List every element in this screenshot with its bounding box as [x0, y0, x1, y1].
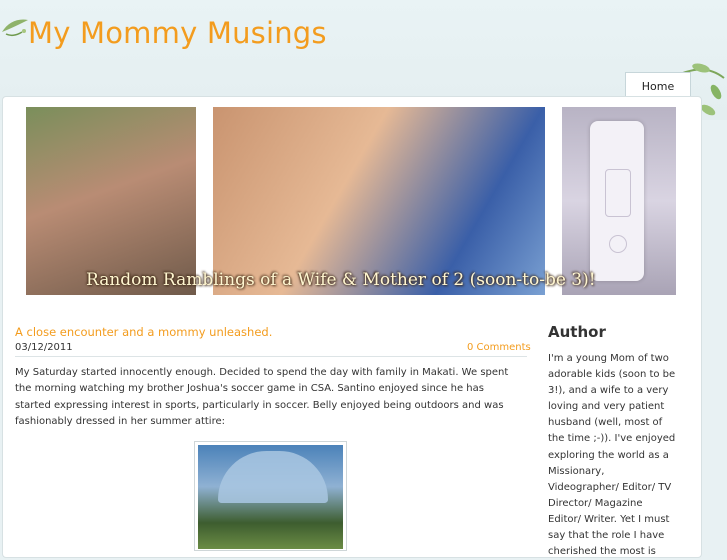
sidebar-author-text: I'm a young Mom of two adorable kids (soon to be 3!), and a wife to a very loving and very patient husband (well, most of the time ;-)). I've enjoyed exploring the world as a Missionary, Videographer/ Editor/ TV Director/ Magazine Editor/ Writer. Yet I must say that the role I have cherished the most is: [548, 353, 676, 558]
pregnancy-test-photo: [562, 107, 676, 295]
test-window-shape: [605, 169, 631, 217]
test-stick-shape: [590, 121, 644, 281]
post-photo-inner: [198, 445, 343, 549]
post-title-link[interactable]: A close encounter and a mommy unleashed.: [15, 325, 273, 339]
family-photo: [26, 107, 196, 295]
leaf-decoration-icon: [0, 14, 30, 40]
umbrella-shape: [218, 451, 328, 503]
nav-home-tab[interactable]: [625, 72, 691, 99]
site-tagline: Random Ramblings of a Wife & Mother of 2 (soon-to-be 3)!: [86, 270, 596, 290]
nav-home-label: Home: [641, 79, 675, 93]
post-comments-link[interactable]: 0 Comments: [467, 342, 531, 353]
post-body: My Saturday started innocently enough. Decided to spend the day with family in Makati. We spent the morning watching my brother Joshua's soccer game in CSA. Santino enjoyed since he has started expressing interest in sports, particularly in soccer. Belly enjoyed being outdoors and was fashionably dressed in her summer attire:: [15, 367, 509, 427]
post-date: 03/12/2011: [15, 342, 73, 353]
post-divider: [15, 356, 527, 357]
sidebar-heading: Author: [548, 323, 606, 341]
babies-photo: [213, 107, 545, 295]
post-photo[interactable]: [194, 441, 347, 551]
header-banner: [26, 107, 676, 295]
test-circle-shape: [609, 235, 627, 253]
site-title[interactable]: My Mommy Musings: [28, 16, 327, 50]
